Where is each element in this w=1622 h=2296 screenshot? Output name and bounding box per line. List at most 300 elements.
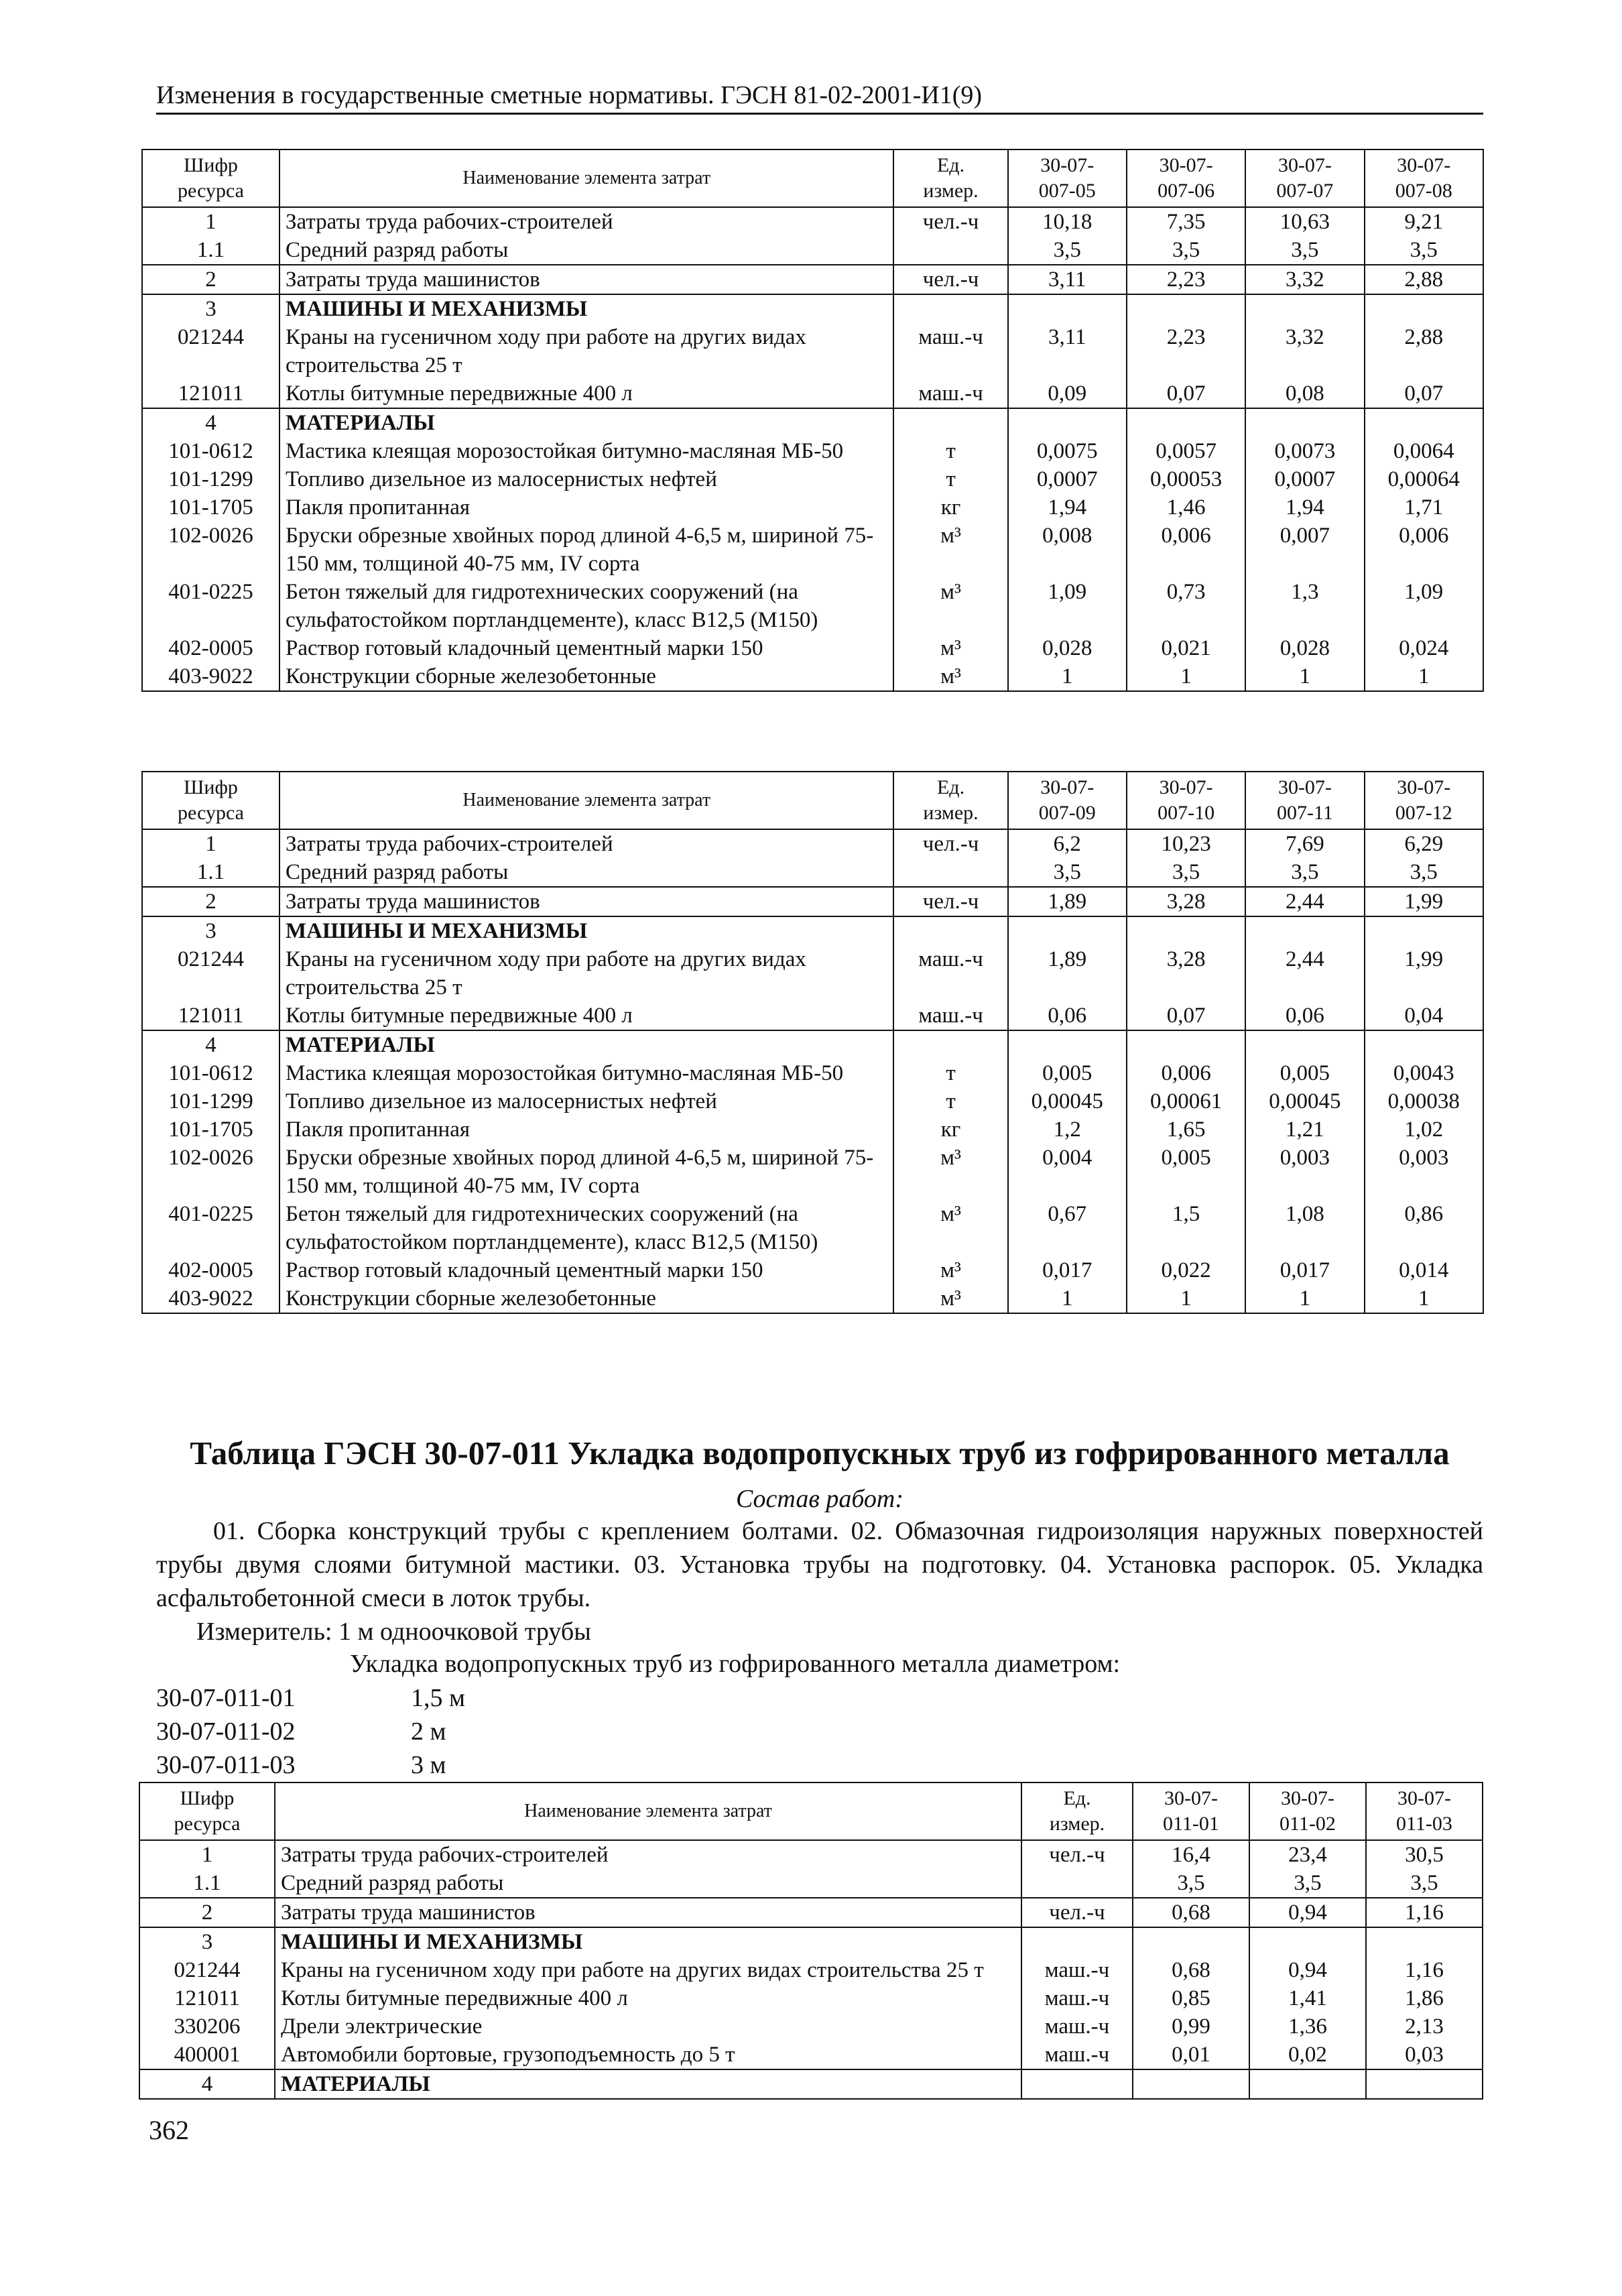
value-cell: 1,16 xyxy=(1366,1956,1483,1984)
table-row xyxy=(139,2041,1483,2069)
resource-code: 101-1705 xyxy=(142,493,279,522)
unit-cell: маш.-ч xyxy=(1021,1956,1133,1984)
unit-cell xyxy=(893,858,1007,887)
value-cell: 3,32 xyxy=(1245,265,1364,294)
value-cell xyxy=(1008,1030,1127,1059)
cost-element-name: Раствор готовый кладочный цементный марки 150 xyxy=(279,1256,893,1284)
value-cell: 1,02 xyxy=(1365,1115,1483,1144)
value-cell: 0,01 xyxy=(1133,2041,1249,2069)
resource-code: 2 xyxy=(142,887,279,916)
value-cell: 1,71 xyxy=(1365,493,1483,522)
cost-element-name: МАШИНЫ И МЕХАНИЗМЫ xyxy=(279,916,893,945)
unit-cell xyxy=(893,408,1007,437)
value-cell xyxy=(1365,294,1483,323)
unit-cell: чел.-ч xyxy=(1021,1840,1133,1869)
value-cell: 0,008 xyxy=(1008,522,1127,578)
page-number: 362 xyxy=(149,2115,189,2145)
unit-cell: маш.-ч xyxy=(1021,1984,1133,2012)
table-row xyxy=(139,2012,1483,2041)
value-cell: 1,99 xyxy=(1365,945,1483,1002)
value-cell: 3,28 xyxy=(1127,945,1245,1002)
table-row xyxy=(142,294,1483,323)
value-cell: 3,5 xyxy=(1008,236,1127,265)
value-cell: 0,022 xyxy=(1127,1256,1245,1284)
header-col: 30-07- 011-02 xyxy=(1249,1783,1366,1840)
value-cell xyxy=(1366,2069,1483,2099)
unit-cell xyxy=(1021,1927,1133,1956)
value-cell: 1,5 xyxy=(1127,1200,1245,1256)
value-cell: 0,68 xyxy=(1133,1898,1249,1927)
table-row xyxy=(142,465,1483,493)
resource-code: 1 xyxy=(139,1840,275,1869)
value-cell: 1 xyxy=(1365,1284,1483,1313)
composition-label: Состав работ: xyxy=(735,1485,904,1513)
table-row xyxy=(142,437,1483,465)
value-cell: 1,99 xyxy=(1365,887,1483,916)
value-cell: 1,94 xyxy=(1008,493,1127,522)
cost-element-name: МАШИНЫ И МЕХАНИЗМЫ xyxy=(279,294,893,323)
table-row xyxy=(142,1059,1483,1087)
cost-element-name: Пакля пропитанная xyxy=(279,493,893,522)
table-row xyxy=(139,1840,1483,1869)
resource-code: 3 xyxy=(139,1927,275,1956)
value-cell xyxy=(1249,2069,1366,2099)
cost-element-name: МАТЕРИАЛЫ xyxy=(275,2069,1021,2099)
table-row xyxy=(142,887,1483,916)
value-cell: 0,07 xyxy=(1365,379,1483,408)
table-row xyxy=(142,1200,1483,1256)
value-cell xyxy=(1245,1030,1364,1059)
table-row xyxy=(142,945,1483,1002)
unit-cell: чел.-ч xyxy=(893,207,1007,236)
cost-element-name: МАТЕРИАЛЫ xyxy=(279,1030,893,1059)
value-cell: 0,68 xyxy=(1133,1956,1249,1984)
resource-code: 101-1705 xyxy=(142,1115,279,1144)
value-cell: 1,65 xyxy=(1127,1115,1245,1144)
value-cell: 2,13 xyxy=(1366,2012,1483,2041)
value-cell: 1,2 xyxy=(1008,1115,1127,1144)
value-cell: 0,00038 xyxy=(1365,1087,1483,1115)
page-header: Изменения в государственные сметные нормативы. ГЭСН 81-02-2001-И1(9) xyxy=(156,79,1483,115)
resource-code: 101-1299 xyxy=(142,465,279,493)
value-cell xyxy=(1366,1927,1483,1956)
value-cell: 0,07 xyxy=(1127,379,1245,408)
value-cell: 3,5 xyxy=(1127,858,1245,887)
value-cell: 9,21 xyxy=(1365,207,1483,236)
header-col: 30-07- 007-12 xyxy=(1365,772,1483,829)
value-cell xyxy=(1365,408,1483,437)
resource-code: 4 xyxy=(139,2069,275,2099)
table-row xyxy=(139,1927,1483,1956)
table-row xyxy=(142,522,1483,578)
composition-text: 01. Сборка конструкций трубы с креплением болтами. 02. Обмазочная гидроизоляция наружных поверхностей трубы двумя слоями битумной мастики. 03. Установка трубы на подготовку. 04. Установка распорок. 05. Укладка асфальтобетонной смеси в лоток трубы. xyxy=(156,1517,1483,1612)
cost-element-name: Затраты труда машинистов xyxy=(275,1898,1021,1927)
unit-cell: кг xyxy=(893,493,1007,522)
value-cell: 0,0057 xyxy=(1127,437,1245,465)
value-cell: 1,89 xyxy=(1008,945,1127,1002)
cost-element-name: Котлы битумные передвижные 400 л xyxy=(275,1984,1021,2012)
unit-cell: м³ xyxy=(893,1200,1007,1256)
unit-cell: маш.-ч xyxy=(1021,2012,1133,2041)
variant-row: 30-07-011-02 2 м xyxy=(156,1717,446,1746)
table-row xyxy=(142,1030,1483,1059)
unit-cell: м³ xyxy=(893,634,1007,662)
value-cell: 3,5 xyxy=(1127,236,1245,265)
value-cell: 3,32 xyxy=(1245,323,1364,379)
value-cell xyxy=(1133,2069,1249,2099)
header-unit: Ед. измер. xyxy=(893,772,1007,829)
resource-code: 101-0612 xyxy=(142,1059,279,1087)
value-cell: 2,23 xyxy=(1127,265,1245,294)
value-cell: 1,09 xyxy=(1365,578,1483,634)
value-cell: 0,028 xyxy=(1245,634,1364,662)
value-cell: 0,02 xyxy=(1249,2041,1366,2069)
value-cell: 0,0007 xyxy=(1245,465,1364,493)
value-cell: 0,67 xyxy=(1008,1200,1127,1256)
value-cell xyxy=(1127,916,1245,945)
cost-element-name: Мастика клеящая морозостойкая битумно-масляная МБ-50 xyxy=(279,437,893,465)
value-cell: 6,2 xyxy=(1008,829,1127,858)
variants-list xyxy=(156,1681,465,1782)
resource-code: 401-0225 xyxy=(142,1200,279,1256)
variant-row: 30-07-011-03 3 м xyxy=(156,1751,446,1779)
value-cell: 3,5 xyxy=(1133,1869,1249,1898)
resource-code: 101-1299 xyxy=(142,1087,279,1115)
cost-element-name: Дрели электрические xyxy=(275,2012,1021,2041)
value-cell: 3,5 xyxy=(1365,236,1483,265)
unit-cell: маш.-ч xyxy=(893,323,1007,379)
value-cell: 0,09 xyxy=(1008,379,1127,408)
unit-cell: м³ xyxy=(893,662,1007,691)
resource-code: 121011 xyxy=(139,1984,275,2012)
value-cell: 0,0073 xyxy=(1245,437,1364,465)
cost-element-name: Краны на гусеничном ходу при работе на других видах строительства 25 т xyxy=(275,1956,1021,1984)
resource-code: 4 xyxy=(142,1030,279,1059)
value-cell: 0,85 xyxy=(1133,1984,1249,2012)
header-col: 30-07- 007-08 xyxy=(1365,149,1483,207)
header-col: 30-07- 011-03 xyxy=(1366,1783,1483,1840)
value-cell: 1 xyxy=(1008,662,1127,691)
value-cell: 2,44 xyxy=(1245,887,1364,916)
value-cell: 3,11 xyxy=(1008,323,1127,379)
value-cell: 1 xyxy=(1127,662,1245,691)
cost-element-name: Пакля пропитанная xyxy=(279,1115,893,1144)
cost-element-name: Затраты труда машинистов xyxy=(279,887,893,916)
unit-cell xyxy=(893,236,1007,265)
value-cell: 2,44 xyxy=(1245,945,1364,1002)
value-cell: 2,88 xyxy=(1365,323,1483,379)
value-cell: 10,18 xyxy=(1008,207,1127,236)
resource-code: 2 xyxy=(139,1898,275,1927)
value-cell: 3,5 xyxy=(1365,858,1483,887)
value-cell: 3,5 xyxy=(1366,1869,1483,1898)
cost-element-name: Топливо дизельное из малосернистых нефтей xyxy=(279,1087,893,1115)
value-cell xyxy=(1127,1030,1245,1059)
value-cell: 0,00045 xyxy=(1008,1087,1127,1115)
table-row xyxy=(139,1869,1483,1898)
header-unit: Ед. измер. xyxy=(893,149,1007,207)
cost-element-name: Краны на гусеничном ходу при работе на других видах строительства 25 т xyxy=(279,323,893,379)
header-col: 30-07- 007-07 xyxy=(1245,149,1364,207)
value-cell: 1,46 xyxy=(1127,493,1245,522)
value-cell: 2,88 xyxy=(1365,265,1483,294)
cost-element-name: Конструкции сборные железобетонные xyxy=(279,662,893,691)
variant-row: 30-07-011-01 1,5 м xyxy=(156,1684,466,1712)
unit-cell: т xyxy=(893,1059,1007,1087)
value-cell: 0,08 xyxy=(1245,379,1364,408)
table-row xyxy=(142,1256,1483,1284)
cost-element-name: Конструкции сборные железобетонные xyxy=(279,1284,893,1313)
cost-element-name: МАТЕРИАЛЫ xyxy=(279,408,893,437)
table-row xyxy=(142,236,1483,265)
cost-element-name: Краны на гусеничном ходу при работе на других видах строительства 25 т xyxy=(279,945,893,1002)
value-cell: 0,00045 xyxy=(1245,1087,1364,1115)
table-row xyxy=(139,2069,1483,2099)
value-cell: 30,5 xyxy=(1366,1840,1483,1869)
value-cell: 3,5 xyxy=(1245,236,1364,265)
table-row xyxy=(139,1898,1483,1927)
value-cell: 0,003 xyxy=(1245,1144,1364,1200)
value-cell: 7,69 xyxy=(1245,829,1364,858)
table-row xyxy=(142,408,1483,437)
value-cell: 0,024 xyxy=(1365,634,1483,662)
resource-code: 021244 xyxy=(142,323,279,379)
value-cell: 1,09 xyxy=(1008,578,1127,634)
value-cell: 7,35 xyxy=(1127,207,1245,236)
unit-cell xyxy=(893,916,1007,945)
value-cell: 0,00053 xyxy=(1127,465,1245,493)
unit-cell: м³ xyxy=(893,1256,1007,1284)
value-cell: 1 xyxy=(1127,1284,1245,1313)
resource-code: 1.1 xyxy=(139,1869,275,1898)
value-cell: 0,003 xyxy=(1365,1144,1483,1200)
value-cell: 0,006 xyxy=(1127,1059,1245,1087)
variants-subtitle: Укладка водопропускных труб из гофрированного металла диаметром: xyxy=(350,1650,1121,1678)
value-cell: 3,5 xyxy=(1008,858,1127,887)
header-unit: Ед. измер. xyxy=(1021,1783,1133,1840)
cost-element-name: Затраты труда машинистов xyxy=(279,265,893,294)
value-cell: 0,03 xyxy=(1366,2041,1483,2069)
value-cell: 0,0064 xyxy=(1365,437,1483,465)
unit-cell: маш.-ч xyxy=(893,379,1007,408)
value-cell: 0,021 xyxy=(1127,634,1245,662)
resource-code: 021244 xyxy=(142,945,279,1002)
value-cell: 0,00061 xyxy=(1127,1087,1245,1115)
table-row xyxy=(139,1956,1483,1984)
table-row xyxy=(142,265,1483,294)
cost-element-name: Бруски обрезные хвойных пород длиной 4-6,5 м, шириной 75-150 мм, толщиной 40-75 мм, IV сорта xyxy=(279,1144,893,1200)
resource-code: 102-0026 xyxy=(142,522,279,578)
cost-element-name: Топливо дизельное из малосернистых нефтей xyxy=(279,465,893,493)
resource-code: 2 xyxy=(142,265,279,294)
unit-cell: чел.-ч xyxy=(893,265,1007,294)
unit-cell: маш.-ч xyxy=(893,1002,1007,1030)
value-cell: 0,006 xyxy=(1127,522,1245,578)
value-cell xyxy=(1245,294,1364,323)
table-row xyxy=(142,858,1483,887)
value-cell: 0,86 xyxy=(1365,1200,1483,1256)
value-cell: 0,99 xyxy=(1133,2012,1249,2041)
header-col: 30-07- 007-09 xyxy=(1008,772,1127,829)
value-cell: 0,06 xyxy=(1245,1002,1364,1030)
value-cell: 0,73 xyxy=(1127,578,1245,634)
value-cell: 1,08 xyxy=(1245,1200,1364,1256)
value-cell: 1,36 xyxy=(1249,2012,1366,2041)
unit-cell: м³ xyxy=(893,1284,1007,1313)
value-cell xyxy=(1008,408,1127,437)
table-row xyxy=(142,1284,1483,1313)
value-cell xyxy=(1365,916,1483,945)
value-cell: 1,41 xyxy=(1249,1984,1366,2012)
value-cell: 0,007 xyxy=(1245,522,1364,578)
value-cell: 3,5 xyxy=(1245,858,1364,887)
table-row xyxy=(142,323,1483,379)
value-cell: 6,29 xyxy=(1365,829,1483,858)
value-cell: 10,23 xyxy=(1127,829,1245,858)
value-cell xyxy=(1127,294,1245,323)
resource-code: 400001 xyxy=(139,2041,275,2069)
header-col: 30-07- 011-01 xyxy=(1133,1783,1249,1840)
value-cell: 1,94 xyxy=(1245,493,1364,522)
table-row xyxy=(142,207,1483,236)
table-row xyxy=(142,1087,1483,1115)
value-cell: 3,11 xyxy=(1008,265,1127,294)
cost-element-name: Средний разряд работы xyxy=(275,1869,1021,1898)
cost-element-name: Средний разряд работы xyxy=(279,858,893,887)
value-cell: 0,0007 xyxy=(1008,465,1127,493)
value-cell: 0,0043 xyxy=(1365,1059,1483,1087)
unit-cell: м³ xyxy=(893,522,1007,578)
unit-cell: маш.-ч xyxy=(893,945,1007,1002)
unit-cell xyxy=(1021,2069,1133,2099)
resource-code: 101-0612 xyxy=(142,437,279,465)
table-row xyxy=(142,916,1483,945)
cost-element-name: Бетон тяжелый для гидротехнических сооружений (на сульфатостойком портландцементе), класс В12,5 (М150) xyxy=(279,578,893,634)
value-cell: 10,63 xyxy=(1245,207,1364,236)
value-cell: 0,94 xyxy=(1249,1956,1366,1984)
value-cell: 1,3 xyxy=(1245,578,1364,634)
norm-table-1 xyxy=(141,149,1484,692)
resource-code: 1 xyxy=(142,829,279,858)
table-row xyxy=(142,1115,1483,1144)
resource-code: 402-0005 xyxy=(142,1256,279,1284)
value-cell: 1,86 xyxy=(1366,1984,1483,2012)
unit-cell: маш.-ч xyxy=(1021,2041,1133,2069)
unit-cell: м³ xyxy=(893,1144,1007,1200)
resource-code: 3 xyxy=(142,294,279,323)
unit-cell: т xyxy=(893,437,1007,465)
unit-cell xyxy=(893,294,1007,323)
value-cell: 0,0075 xyxy=(1008,437,1127,465)
unit-cell: чел.-ч xyxy=(893,829,1007,858)
table-row xyxy=(142,493,1483,522)
value-cell xyxy=(1008,916,1127,945)
value-cell xyxy=(1127,408,1245,437)
value-cell: 1 xyxy=(1245,1284,1364,1313)
value-cell: 0,017 xyxy=(1245,1256,1364,1284)
resource-code: 330206 xyxy=(139,2012,275,2041)
table-row xyxy=(142,1144,1483,1200)
unit-cell: т xyxy=(893,465,1007,493)
table-row xyxy=(142,1002,1483,1030)
cost-element-name: Затраты труда рабочих-строителей xyxy=(279,829,893,858)
unit-cell xyxy=(893,1030,1007,1059)
value-cell: 3,5 xyxy=(1249,1869,1366,1898)
value-cell: 3,28 xyxy=(1127,887,1245,916)
table-row xyxy=(142,634,1483,662)
header-code: Шифр ресурса xyxy=(142,772,279,829)
resource-code: 1.1 xyxy=(142,236,279,265)
resource-code: 403-9022 xyxy=(142,1284,279,1313)
cost-element-name: Бруски обрезные хвойных пород длиной 4-6,5 м, шириной 75-150 мм, толщиной 40-75 мм, IV сорта xyxy=(279,522,893,578)
value-cell xyxy=(1249,1927,1366,1956)
value-cell: 0,028 xyxy=(1008,634,1127,662)
section-title: Таблица ГЭСН 30-07-011 Укладка водопропускных труб из гофрированного металла xyxy=(190,1435,1450,1471)
value-cell xyxy=(1133,1927,1249,1956)
table-row xyxy=(142,578,1483,634)
value-cell xyxy=(1245,916,1364,945)
resource-code: 1.1 xyxy=(142,858,279,887)
norm-table-3 xyxy=(139,1782,1483,2100)
resource-code: 121011 xyxy=(142,379,279,408)
resource-code: 403-9022 xyxy=(142,662,279,691)
header-col: 30-07- 007-11 xyxy=(1245,772,1364,829)
cost-element-name: Затраты труда рабочих-строителей xyxy=(275,1840,1021,1869)
unit-cell: чел.-ч xyxy=(893,887,1007,916)
resource-code: 3 xyxy=(142,916,279,945)
value-cell: 0,005 xyxy=(1127,1144,1245,1200)
resource-code: 401-0225 xyxy=(142,578,279,634)
value-cell: 1 xyxy=(1008,1284,1127,1313)
header-code: Шифр ресурса xyxy=(139,1783,275,1840)
value-cell: 0,00064 xyxy=(1365,465,1483,493)
cost-element-name: Котлы битумные передвижные 400 л xyxy=(279,379,893,408)
header-col: 30-07- 007-05 xyxy=(1008,149,1127,207)
header-name: Наименование элемента затрат xyxy=(279,149,893,207)
value-cell: 0,07 xyxy=(1127,1002,1245,1030)
cost-element-name: Бетон тяжелый для гидротехнических сооружений (на сульфатостойком портландцементе), класс В12,5 (М150) xyxy=(279,1200,893,1256)
header-col: 30-07- 007-10 xyxy=(1127,772,1245,829)
unit-cell: т xyxy=(893,1087,1007,1115)
header-name: Наименование элемента затрат xyxy=(275,1783,1021,1840)
value-cell: 0,006 xyxy=(1365,522,1483,578)
value-cell: 1,21 xyxy=(1245,1115,1364,1144)
resource-code: 102-0026 xyxy=(142,1144,279,1200)
resource-code: 021244 xyxy=(139,1956,275,1984)
cost-element-name: Автомобили бортовые, грузоподъемность до 5 т xyxy=(275,2041,1021,2069)
value-cell: 2,23 xyxy=(1127,323,1245,379)
cost-element-name: МАШИНЫ И МЕХАНИЗМЫ xyxy=(275,1927,1021,1956)
value-cell: 0,014 xyxy=(1365,1256,1483,1284)
value-cell: 0,005 xyxy=(1008,1059,1127,1087)
cost-element-name: Затраты труда рабочих-строителей xyxy=(279,207,893,236)
value-cell: 0,94 xyxy=(1249,1898,1366,1927)
norm-table-2 xyxy=(141,771,1484,1314)
header-col: 30-07- 007-06 xyxy=(1127,149,1245,207)
resource-code: 402-0005 xyxy=(142,634,279,662)
cost-element-name: Мастика клеящая морозостойкая битумно-масляная МБ-50 xyxy=(279,1059,893,1087)
table-row xyxy=(142,379,1483,408)
value-cell: 23,4 xyxy=(1249,1840,1366,1869)
table-row xyxy=(142,662,1483,691)
unit-cell: чел.-ч xyxy=(1021,1898,1133,1927)
value-cell: 0,04 xyxy=(1365,1002,1483,1030)
value-cell: 16,4 xyxy=(1133,1840,1249,1869)
value-cell: 0,005 xyxy=(1245,1059,1364,1087)
cost-element-name: Раствор готовый кладочный цементный марки 150 xyxy=(279,634,893,662)
resource-code: 1 xyxy=(142,207,279,236)
meter: Измеритель: 1 м одноочковой трубы xyxy=(196,1618,591,1646)
